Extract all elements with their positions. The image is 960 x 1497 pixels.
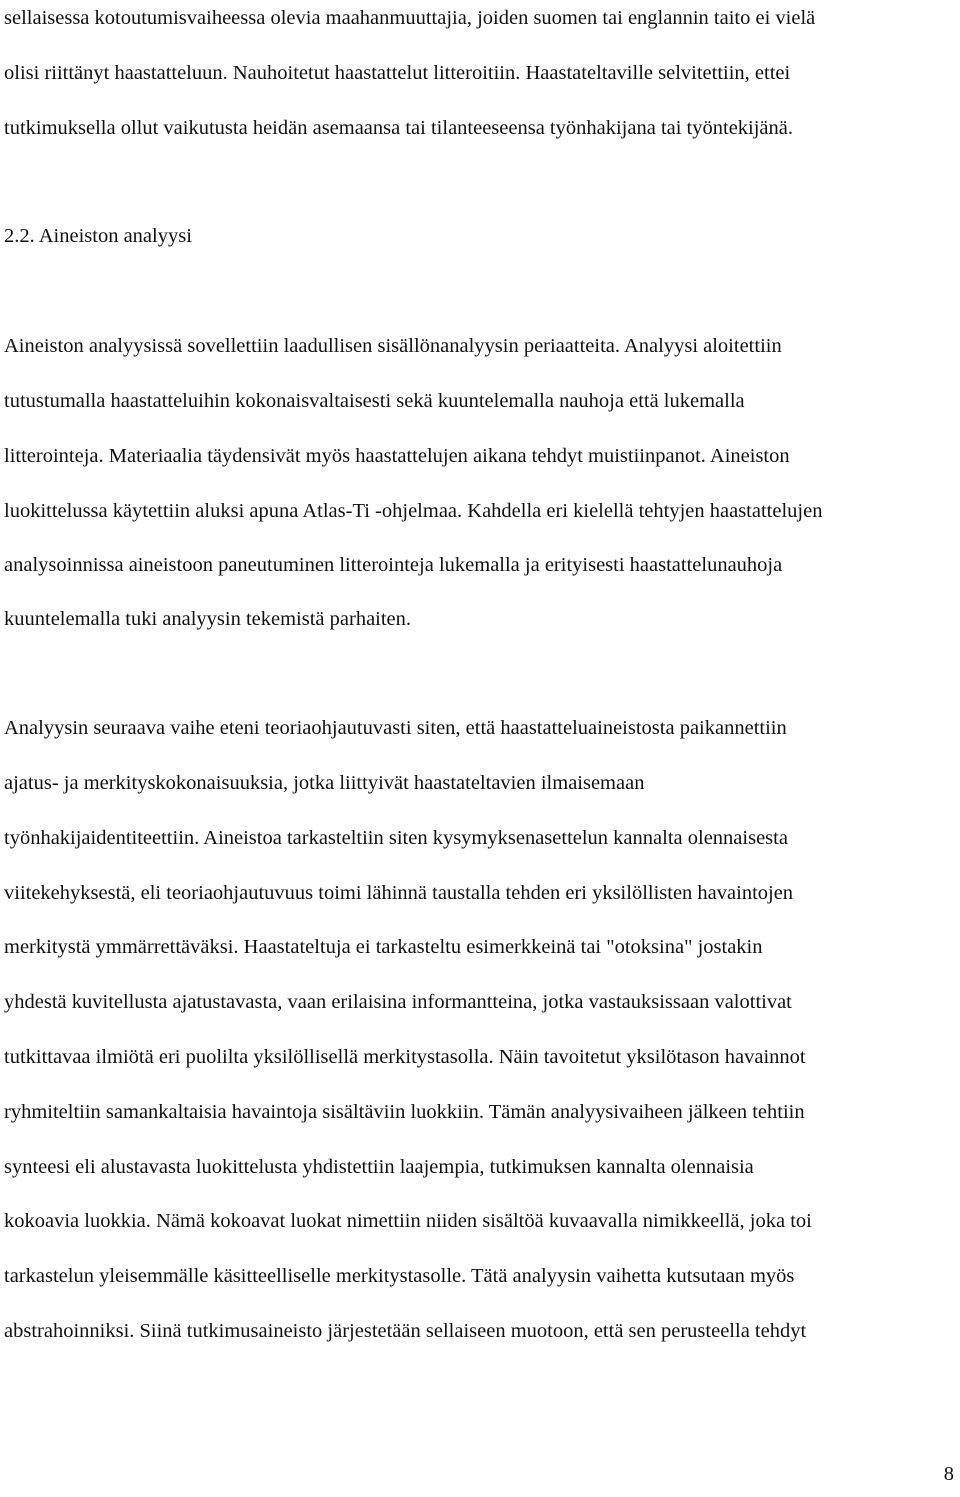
text-line: luokittelussa käytettiin aluksi apuna Atlas-Ti -ohjelmaa. Kahdella eri kielellä tehtyjen haastattelujen <box>4 500 823 522</box>
text-line: työnhakijaidentiteettiin. Aineistoa tarkasteltiin siten kysymyksenasettelun kannalta olennaisesta <box>4 827 788 849</box>
text-line: synteesi eli alustavasta luokittelusta yhdistettiin laajempia, tutkimuksen kannalta olennaisia <box>4 1156 754 1178</box>
text-line: abstrahoinniksi. Siinä tutkimusaineisto järjestetään sellaiseen muotoon, että sen perusteella tehdyt <box>4 1320 807 1342</box>
text-line: tutkimuksella ollut vaikutusta heidän asemaansa tai tilanteeseensa työnhakijana tai työntekijänä. <box>4 117 794 139</box>
text-line: tarkastelun yleisemmälle käsitteelliselle merkitystasolle. Tätä analyysin vaihetta kutsutaan myös <box>4 1265 795 1287</box>
text-line: viitekehyksestä, eli teoriaohjautuvuus toimi lähinnä taustalla tehden eri yksilöllisten havaintojen <box>4 882 794 904</box>
text-line: tutustumalla haastatteluihin kokonaisvaltaisesti sekä kuuntelemalla nauhoja että lukemalla <box>4 390 745 412</box>
text-line: sellaisessa kotoutumisvaiheessa olevia maahanmuuttajia, joiden suomen tai englannin taito ei vielä <box>4 7 816 29</box>
text-line: kuuntelemalla tuki analyysin tekemistä parhaiten. <box>4 608 412 630</box>
text-line: tutkittavaa ilmiötä eri puolilta yksilöllisellä merkitystasolla. Näin tavoitetut yksilötason havainnot <box>4 1046 806 1068</box>
text-line: merkitystä ymmärrettäväksi. Haastateltuja ei tarkasteltu esimerkkeinä tai "otoksina" jostakin <box>4 936 763 958</box>
text-line: ryhmiteltiin samankaltaisia havaintoja sisältäviin luokkiin. Tämän analyysivaiheen jälkeen tehtiin <box>4 1101 805 1123</box>
text-line: Aineiston analyysissä sovellettiin laadullisen sisällönanalyysin periaatteita. Analyysi aloitettiin <box>4 335 782 357</box>
section-heading: 2.2. Aineiston analyysi <box>4 225 192 247</box>
text-line: yhdestä kuvitellusta ajatustavasta, vaan erilaisina informantteina, jotka vastauksissaan valottivat <box>4 991 792 1013</box>
text-line: Analyysin seuraava vaihe eteni teoriaohjautuvasti siten, että haastatteluaineistosta paikannettiin <box>4 717 787 739</box>
page-number: 8 <box>943 1463 954 1485</box>
text-line: olisi riittänyt haastatteluun. Nauhoitetut haastattelut litteroitiin. Haastateltaville selvitettiin, ettei <box>4 62 791 84</box>
text-line: ajatus- ja merkityskokonaisuuksia, jotka liittyivät haastateltavien ilmaisemaan <box>4 772 645 794</box>
text-line: kokoavia luokkia. Nämä kokoavat luokat nimettiin niiden sisältöä kuvaavalla nimikkeellä, joka toi <box>4 1210 812 1232</box>
text-line: litterointeja. Materiaalia täydensivät myös haastattelujen aikana tehdyt muistiinpanot. Aineiston <box>4 445 790 467</box>
text-line: analysoinnissa aineistoon paneutuminen litterointeja lukemalla ja erityisesti haastattelunauhoja <box>4 554 783 576</box>
